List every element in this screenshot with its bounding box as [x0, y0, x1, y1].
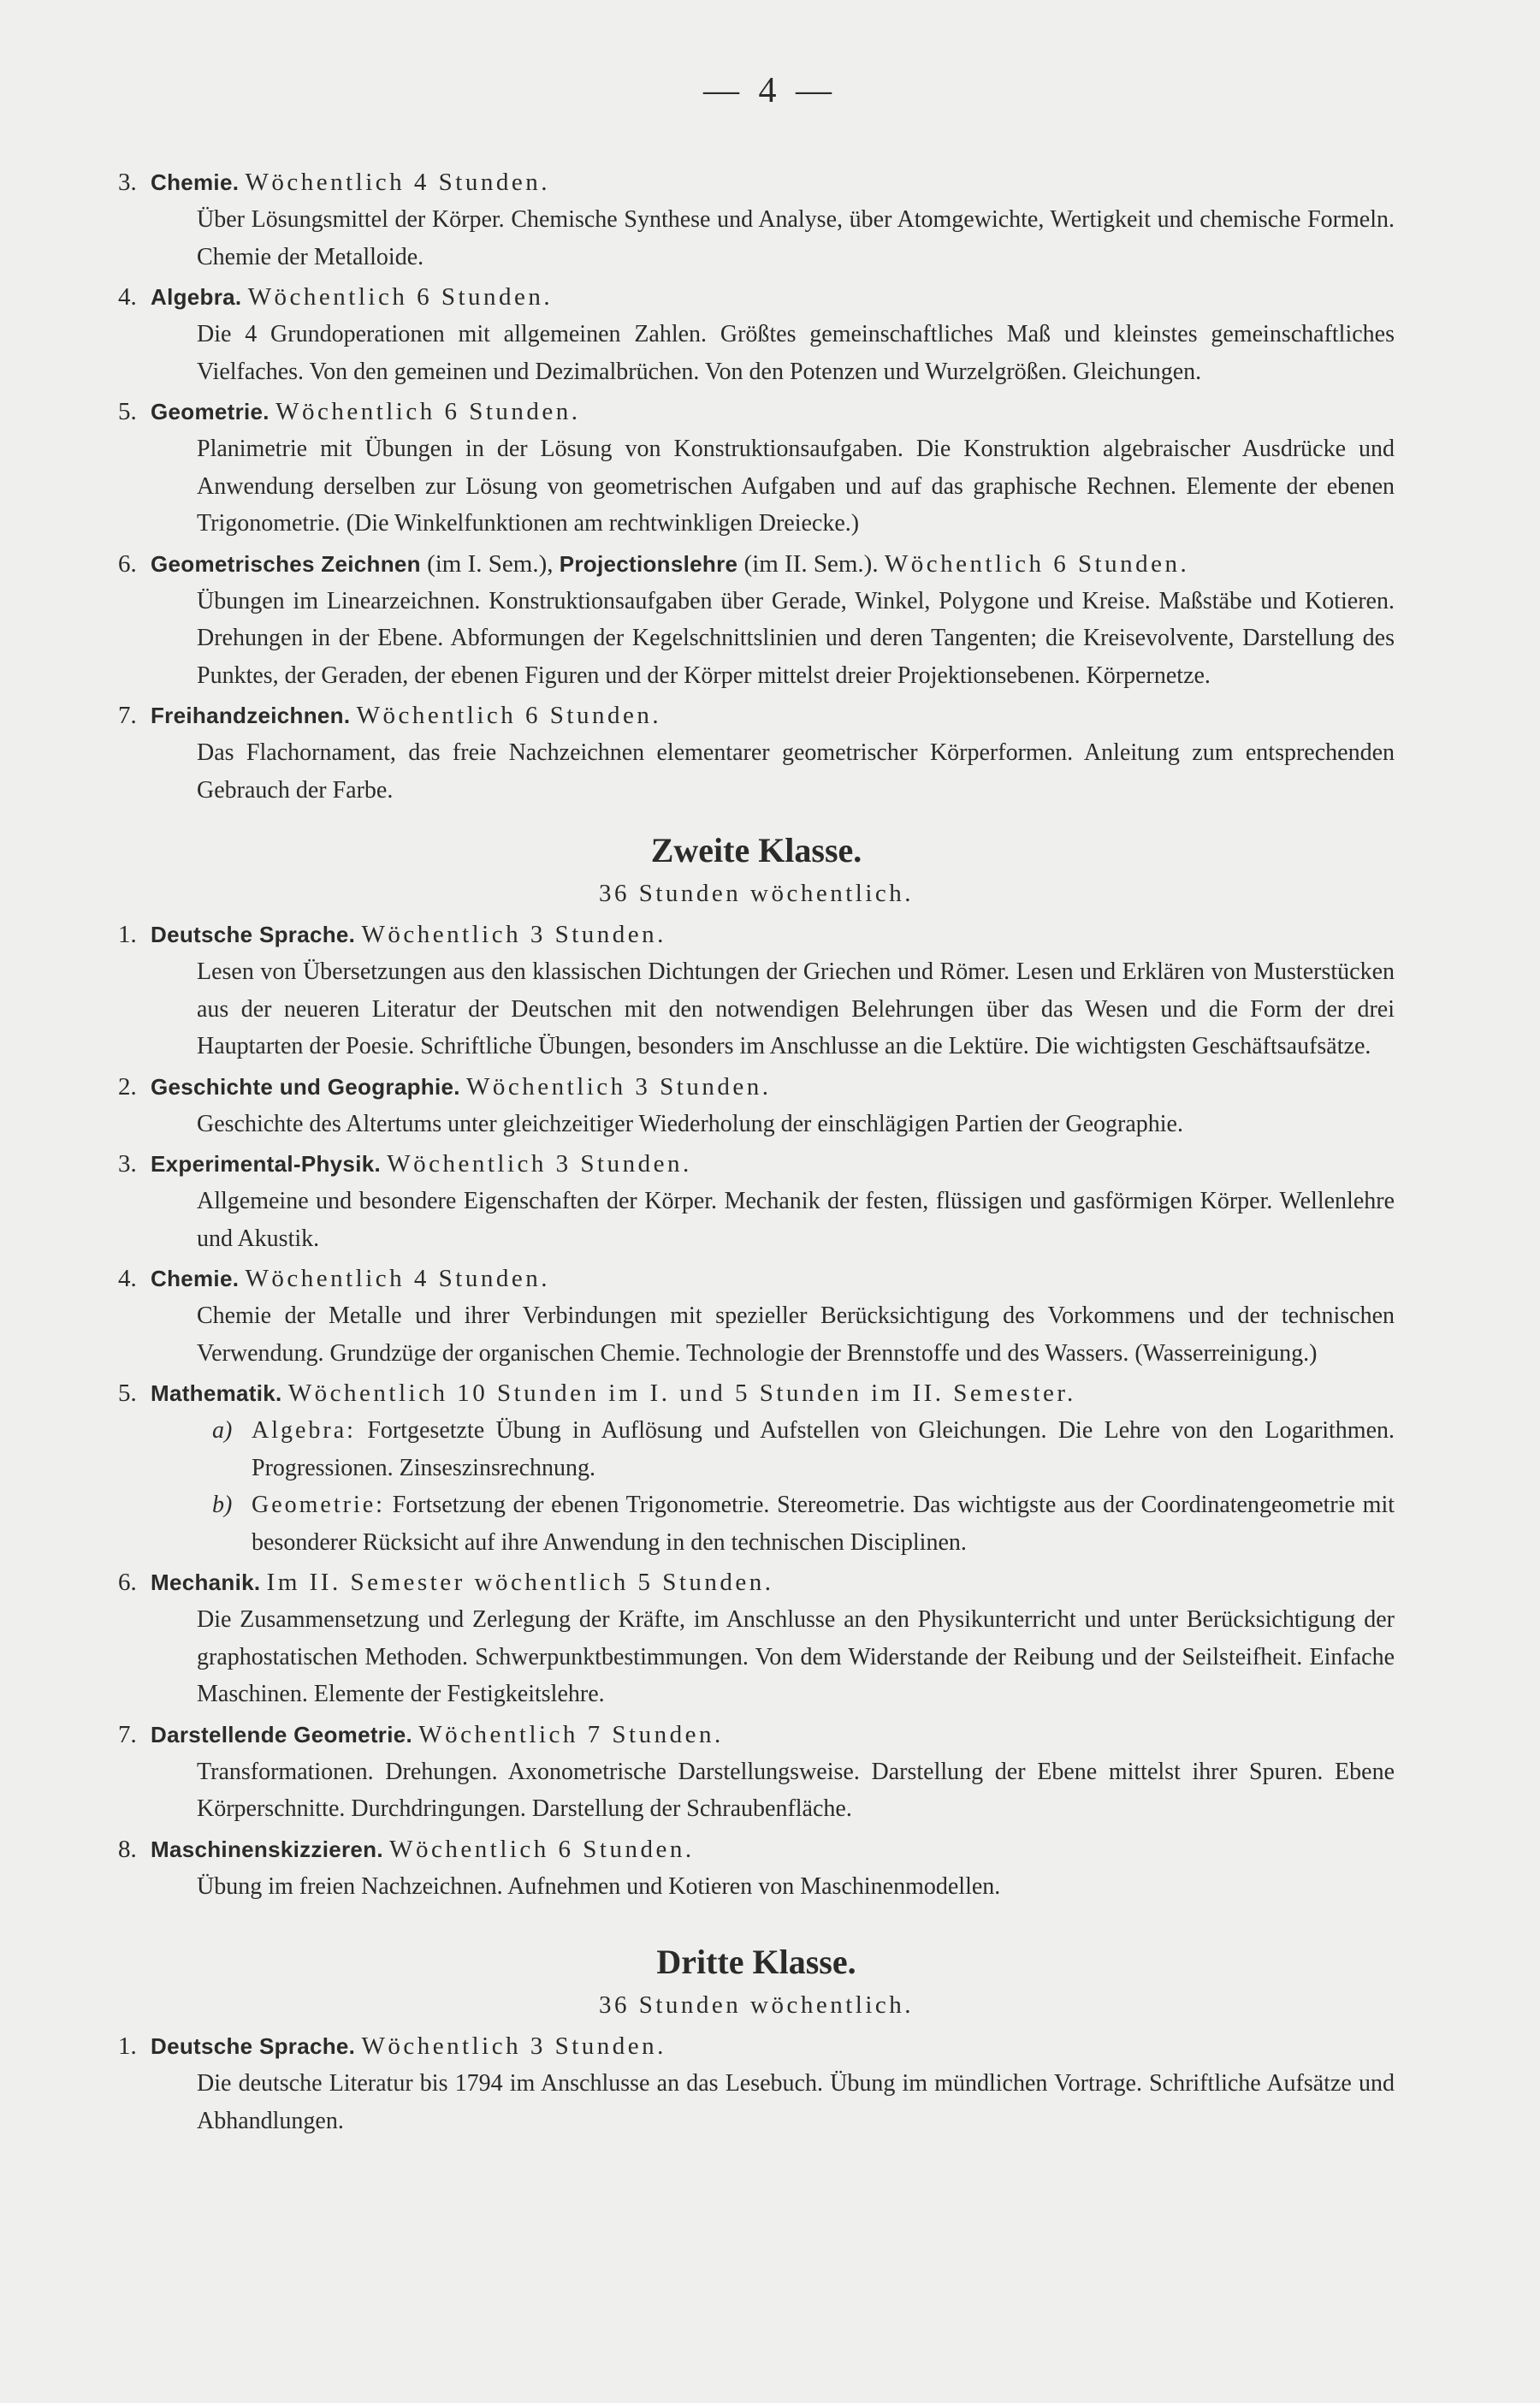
- item-number: 7.: [118, 1720, 137, 1748]
- weekly-hours: Wöchentlich 4 Stunden.: [245, 1265, 550, 1292]
- weekly-hours: Wöchentlich 6 Stunden.: [389, 1835, 695, 1863]
- item-description: Lesen von Übersetzungen aus den klassischen Dichtungen der Griechen und Römer. Lesen und Erklären von Musterstücken aus der neueren Literatur der Deutschen mit den notwendigen Belehrungen über das Wesen und die Form der drei Hauptarten der Poesie. Schriftliche Übungen, besonders im Anschlusse an die Lektüre. Die wichtigsten Geschäftsaufsätze.: [197, 958, 1395, 1059]
- sub-item-name: Algebra:: [252, 1417, 356, 1444]
- subject-name: Mechanik.: [151, 1569, 261, 1595]
- item-number: 6.: [118, 1569, 137, 1596]
- weekly-hours: Wöchentlich 4 Stunden.: [245, 169, 550, 196]
- item-heading: [118, 279, 1395, 316]
- weekly-hours: Wöchentlich 3 Stunden.: [387, 1150, 692, 1178]
- list-item: [118, 1564, 1395, 1713]
- item-heading: [118, 1146, 1395, 1183]
- sub-item-name: Geometrie:: [252, 1492, 385, 1518]
- weekly-hours: Wöchentlich 3 Stunden.: [361, 921, 666, 948]
- item-heading: [118, 164, 1395, 201]
- item-number: 7.: [118, 702, 137, 729]
- subject-name: Experimental-Physik.: [151, 1151, 381, 1177]
- item-description: Übung im freien Nachzeichnen. Aufnehmen und Kotieren von Maschinenmodellen.: [197, 1872, 1001, 1900]
- section-title-zweite-klasse: Zweite Klasse.: [650, 831, 862, 869]
- weekly-hours: Wöchentlich 6 Stunden.: [884, 549, 1190, 578]
- item-description: Geschichte des Altertums unter gleichzeitiger Wiederholung der einschlägigen Partien der Geographie.: [197, 1110, 1183, 1137]
- section-hours-dritte-klasse: 36 Stunden wöchentlich.: [598, 1991, 915, 2019]
- item-heading: [118, 1261, 1395, 1297]
- sub-item-text: Fortgesetzte Übung in Auflösung und Aufstellen von Gleichungen. Die Lehre von den Logarithmen. Progressionen. Zinseszinsrechnung.: [252, 1417, 1395, 1481]
- weekly-hours: Im II. Semester wöchentlich 5 Stunden.: [266, 1569, 774, 1596]
- sub-item-body: [252, 1412, 1395, 1486]
- list-item: [118, 1717, 1395, 1828]
- subject-name: Geometrie.: [151, 399, 270, 424]
- sub-item-letter: b): [212, 1492, 233, 1518]
- subject-name: Deutsche Sprache.: [151, 922, 356, 947]
- subject-name: Chemie.: [151, 1266, 240, 1291]
- list-item: [118, 164, 1395, 276]
- item-description: Chemie der Metalle und ihrer Verbindungen mit spezieller Berücksichtigung des Vorkommens und der technischen Verwendung. Grundzüge der organischen Chemie. Technologie der Brennstoffe und des Wassers. (Wasserreinigung.): [197, 1302, 1395, 1367]
- list-item: [118, 1375, 1395, 1561]
- item-heading: [118, 2028, 1395, 2065]
- subject-name: Maschinenskizzieren.: [151, 1836, 383, 1862]
- list-item: [118, 2028, 1395, 2139]
- subject-name: Chemie.: [151, 169, 240, 195]
- subject-name: Mathematik.: [151, 1380, 282, 1406]
- list-item: [118, 546, 1395, 695]
- item-description: Über Lösungsmittel der Körper. Chemische Synthese und Analyse, über Atomgewichte, Wertigkeit und chemische Formeln. Chemie der Metalloide.: [197, 206, 1395, 270]
- weekly-hours: Wöchentlich 6 Stunden.: [247, 283, 554, 311]
- item-number: 2.: [118, 1072, 137, 1101]
- sub-item-body: [252, 1486, 1395, 1561]
- item-number: 6.: [118, 549, 137, 578]
- list-item: [118, 697, 1395, 809]
- sub-item-letter: a): [212, 1417, 233, 1444]
- subject-name: Freihandzeichnen.: [151, 703, 351, 728]
- item-description: Die deutsche Literatur bis 1794 im Anschlusse an das Lesebuch. Übung im mündlichen Vortrage. Schriftliche Aufsätze und Abhandlungen.: [197, 2070, 1395, 2134]
- item-heading: [118, 1375, 1395, 1412]
- list-item: [118, 1069, 1395, 1143]
- item-heading: [118, 1717, 1395, 1753]
- subject-note: (im I. Sem.),: [420, 549, 560, 578]
- list-item: [118, 279, 1395, 390]
- item-number: 4.: [118, 283, 137, 311]
- item-number: 3.: [118, 169, 137, 196]
- item-number: 1.: [118, 2032, 137, 2060]
- item-number: 3.: [118, 1150, 137, 1178]
- page-content: [118, 164, 1395, 2143]
- list-item: [118, 917, 1395, 1065]
- item-number: 8.: [118, 1835, 137, 1863]
- item-heading: [118, 1831, 1395, 1868]
- subject-name: Geschichte und Geographie.: [151, 1073, 460, 1100]
- weekly-hours: Wöchentlich 6 Stunden.: [275, 398, 581, 425]
- weekly-hours: Wöchentlich 10 Stunden im I. und 5 Stunden im II. Semester.: [287, 1380, 1076, 1407]
- list-item: [118, 394, 1395, 543]
- weekly-hours: Wöchentlich 7 Stunden.: [418, 1720, 724, 1748]
- item-heading: [118, 917, 1395, 953]
- weekly-hours: Wöchentlich 3 Stunden.: [466, 1072, 772, 1101]
- item-description: Übungen im Linearzeichnen. Konstruktionsaufgaben über Gerade, Winkel, Polygone und Kreise. Maßstäbe und Kotieren. Drehungen in der Ebene. Abformungen der Kegelschnittslinien und deren Tangenten; die Kreisevolvente, Darstellung des Punktes, der Geraden, der ebenen Figuren und der Körper mittelst dreier Projektionsebenen. Körpernetze.: [197, 587, 1395, 689]
- item-heading: [118, 394, 1395, 430]
- item-heading: [118, 697, 1395, 734]
- item-number: 5.: [118, 398, 137, 425]
- first-class-continued-list: [118, 164, 1395, 809]
- subject-name: Deutsche Sprache.: [151, 2033, 356, 2059]
- item-heading: [118, 1564, 1395, 1601]
- item-heading: [118, 1069, 1395, 1106]
- item-description: Die Zusammensetzung und Zerlegung der Kräfte, im Anschlusse an den Physikunterricht und unter Berücksichtigung der graphostatischen Methoden. Schwerpunktbestimmungen. Von dem Widerstande der Reibung und der Seilsteifheit. Einfache Maschinen. Elemente der Festigkeitslehre.: [197, 1606, 1395, 1707]
- section-title-dritte-klasse: Dritte Klasse.: [656, 1943, 856, 1981]
- page-number: — 4 —: [703, 71, 837, 110]
- section-hours-zweite-klasse: 36 Stunden wöchentlich.: [598, 880, 915, 907]
- subject-name: Algebra.: [151, 284, 242, 310]
- item-description: Planimetrie mit Übungen in der Lösung von Konstruktionsaufgaben. Die Konstruktion algebraischer Ausdrücke und Anwendung derselben zur Lösung von geometrischen Aufgaben und auf das graphische Rechnen. Elemente der ebenen Trigonometrie. (Die Winkelfunktionen am rechtwinkligen Dreiecke.): [197, 436, 1395, 537]
- item-number: 1.: [118, 921, 137, 948]
- list-item: [118, 1831, 1395, 1906]
- item-number: 5.: [118, 1380, 137, 1407]
- zweite-klasse-list: [118, 917, 1395, 1905]
- subject-name: Geometrisches Zeichnen: [151, 550, 421, 577]
- weekly-hours: Wöchentlich 3 Stunden.: [361, 2032, 666, 2060]
- list-item: [118, 1146, 1395, 1257]
- item-number: 4.: [118, 1265, 137, 1292]
- item-description: Die 4 Grundoperationen mit allgemeinen Zahlen. Größtes gemeinschaftliches Maß und kleinstes gemeinschaftliches Vielfaches. Von den gemeinen und Dezimalbrüchen. Von den Potenzen und Wurzelgrößen. Gleichungen.: [197, 321, 1395, 385]
- subject-note: (im II. Sem.).: [737, 549, 885, 578]
- item-heading: [118, 546, 1395, 583]
- item-description: Allgemeine und besondere Eigenschaften der Körper. Mechanik der festen, flüssigen und gasförmigen Körper. Wellenlehre und Akustik.: [197, 1188, 1395, 1252]
- item-description: Transformationen. Drehungen. Axonometrische Darstellungsweise. Darstellung der Ebene mittelst ihrer Spuren. Ebene Körperschnitte. Durchdringungen. Darstellung der Schraubenfläche.: [197, 1758, 1395, 1822]
- sub-item-text: Fortsetzung der ebenen Trigonometrie. Stereometrie. Das wichtigste aus der Coordinatengeometrie mit besonderer Rücksicht auf ihre Anwendung in den technischen Disciplinen.: [252, 1492, 1395, 1556]
- item-description: Das Flachornament, das freie Nachzeichnen elementarer geometrischer Körperformen. Anleitung zum entsprechenden Gebrauch der Farbe.: [197, 739, 1395, 804]
- subject-name: Darstellende Geometrie.: [151, 1721, 413, 1747]
- weekly-hours: Wöchentlich 6 Stunden.: [356, 702, 662, 729]
- sub-item: [212, 1486, 1395, 1561]
- list-item: [118, 1261, 1395, 1372]
- subject-name: Projectionslehre: [559, 550, 738, 577]
- dritte-klasse-list: [118, 2028, 1395, 2139]
- sub-item: [212, 1412, 1395, 1486]
